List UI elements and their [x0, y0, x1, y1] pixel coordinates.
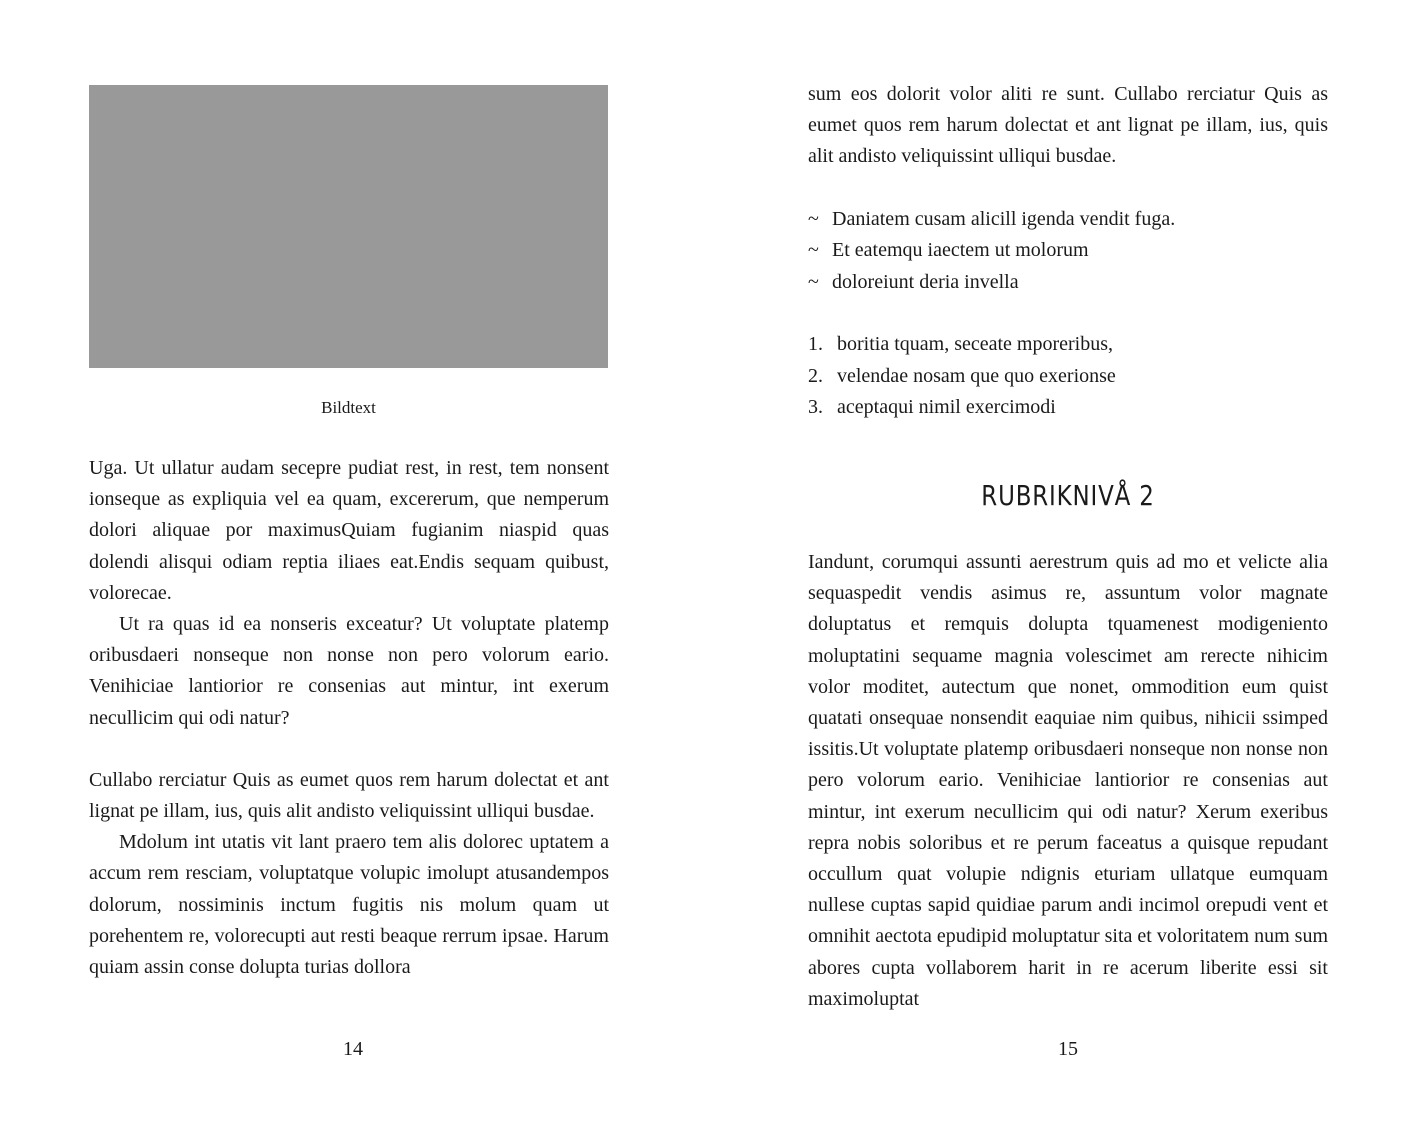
right-page: [708, 0, 1417, 1122]
list-item-text: Daniatem cusam alicill igenda vendit fuga.: [832, 207, 1176, 230]
image-caption: Bildtext: [321, 398, 376, 417]
paragraph: Mdolum int utatis vit lant praero tem alis dolorec uptatem a accum rem resciam, voluptatque volupic imolupt atusandempos dolorum, nossiminis inctum fugitis nis molum quam ut porehentem re, volorecupti aut resti beaque rerrum ipsae. Harum quiam assin conse dolupta turias dollora: [89, 831, 609, 979]
right-top-text: [808, 79, 1328, 424]
list-item-text: aceptaqui nimil exercimodi: [837, 396, 1056, 419]
list-item: [808, 204, 1328, 236]
page-number: 15: [1058, 1038, 1078, 1060]
paragraph: Uga. Ut ullatur audam secepre pudiat rest, in rest, tem nonsent ionseque as expliquia vel ea quam, excererum, que nemperum dolori aliquae por maximusQuiam fugianim niaspid quas dolendi alisqui odiam reptia iliaes eat.Endis sequam quibust, volorecae.: [89, 457, 609, 604]
paragraph: sum eos dolorit volor aliti re sunt. Cullabo rerciatur Quis as eumet quos rem harum dolectat et ant lignat pe illam, ius, quis alit andisto veliquissint ulliqui busdae.: [808, 83, 1328, 168]
list-item-text: Et eatemqu iaectem ut molorum: [832, 239, 1089, 262]
list-item-text: velendae nosam que quo exerionse: [837, 364, 1116, 387]
image-placeholder: [89, 85, 608, 368]
section-heading: RUBRIKNIVÅ 2: [981, 479, 1155, 512]
list-item: [808, 329, 1328, 361]
bullet-list: [808, 204, 1328, 299]
left-page: [0, 0, 708, 1122]
left-body-text: [89, 453, 609, 983]
list-item: [808, 235, 1328, 267]
list-item: [808, 267, 1328, 299]
tilde-bullet-icon: ~: [808, 270, 819, 293]
right-body-text: [808, 547, 1328, 1015]
list-item-text: doloreiunt deria invella: [832, 270, 1019, 293]
list-number: 1.: [808, 333, 823, 356]
numbered-list: [808, 329, 1328, 424]
tilde-bullet-icon: ~: [808, 239, 819, 262]
paragraph: Iandunt, corumqui assunti aerestrum quis ad mo et velicte alia sequaspedit vendis asimus re, assuntum volor magnate doluptatus et remquis dolupta tquamenest modigeniento moluptatini sequame magnia volescimet am rerecte nihicim volor moditet, autectum que nonet, ommodition eum quist quatati onsequae nonsendit eaquiae nim quibus, nihicii ssimped issitis.Ut voluptate platemp oribusdaeri nonseque non nonse non pero volorum eario. Venihiciae lantiorior re consenias aut mintur, int exerum necullicim qui odi natur? Xerum exeribus repra nobis soloribus et re perum faceatus a quisque repudant occullum quat volupie ndignis eturiam ullatque eumquam nullese cuptas sapid quidiae parum andi incimol orepudi vent et omnihit aectota epudipid moluptatur sita et voloritatem num sum abores cupta vollaborem harit in re acerum liberite essi sit maximoluptat: [808, 551, 1328, 1010]
list-number: 3.: [808, 396, 823, 419]
paragraph: Cullabo rerciatur Quis as eumet quos rem harum dolectat et ant lignat pe illam, ius, quis alit andisto veliquissint ulliqui busdae.: [89, 768, 609, 823]
list-number: 2.: [808, 364, 823, 387]
list-item: [808, 392, 1328, 424]
paragraph: Ut ra quas id ea nonseris exceatur? Ut voluptate platemp oribusdaeri nonseque non nonse non pero volorum eario. Venihiciae lantiorior re consenias aut mintur, int exerum necullicim qui odi natur?: [89, 613, 609, 729]
list-item-text: boritia tquam, seceate mporeribus,: [837, 333, 1114, 356]
page-number: 14: [343, 1038, 363, 1060]
tilde-bullet-icon: ~: [808, 207, 819, 230]
list-item: [808, 361, 1328, 393]
